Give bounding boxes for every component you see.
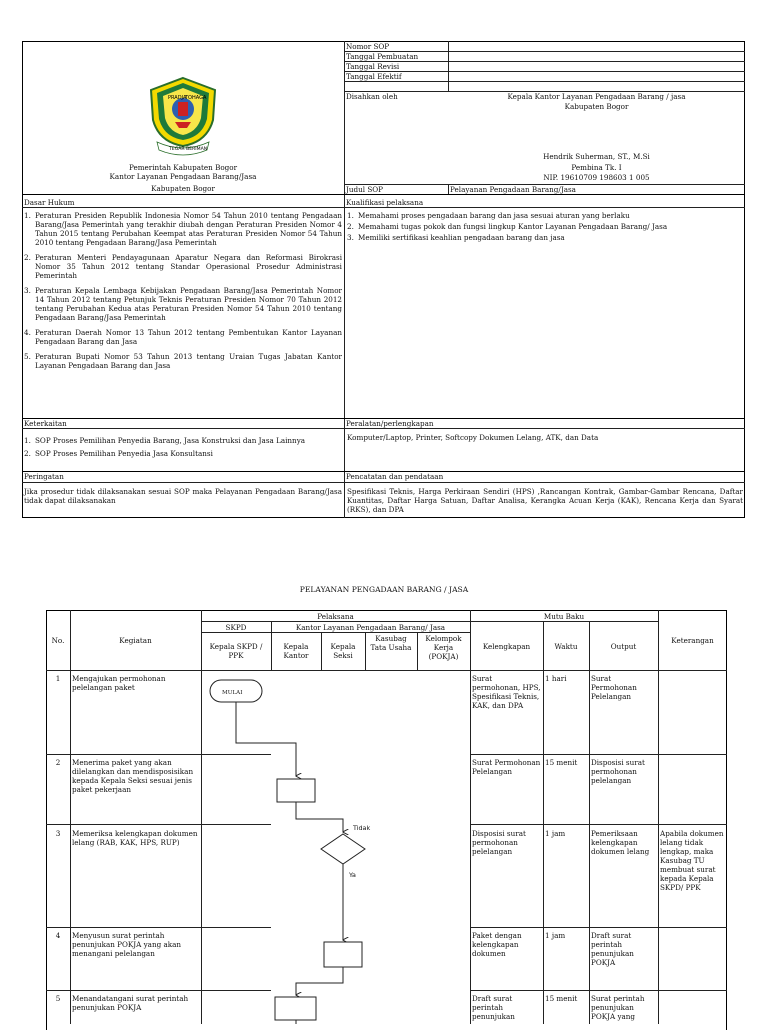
peringatan-text: Jika prosedur tidak dilaksanakan sesuai SOP maka Pelayanan Pengadaan Barang/Jasa tidak dapat dilaksanakan: [24, 487, 342, 505]
field-tanggal-pembuatan: Tanggal Pembuatan: [346, 52, 419, 61]
peralatan-label: Peralatan/perlengkapan: [346, 419, 434, 428]
row-waktu: 1 jam: [545, 829, 566, 838]
kualifikasi-item: 2. Memahami tugas pokok dan fungsi lingkup Kantor Layanan Pengadaan Barang/ Jasa: [347, 222, 668, 231]
approver-title-2: Kabupaten Bogor: [564, 102, 629, 111]
dasar-hukum-text: Peraturan Daerah Nomor 13 Tahun 2012 tentang Pembentukan Kantor Layanan Pengadaan Barang dan Jasa: [35, 328, 342, 346]
row-no: 3: [55, 829, 61, 838]
decision-diamond: [321, 834, 365, 864]
decision-ya-label: Ya: [349, 871, 356, 879]
header-kepala-kantor: Kepala Kantor: [283, 642, 309, 660]
kualifikasi-item: 3. Memiliki sertifikasi keahlian pengadaan barang dan jasa: [347, 233, 565, 242]
header-kelengkapan: Kelengkapan: [482, 642, 531, 651]
row-kelengkapan: Draft surat perintah penunjukan: [472, 994, 515, 1021]
keterkaitan-label: Keterkaitan: [24, 419, 67, 428]
approver-rank: Pembina Tk. I: [571, 163, 622, 172]
org-name-line2: Kantor Layanan Pengadaan Barang/Jasa: [109, 172, 257, 181]
keterkaitan-text: SOP Proses Pemilihan Penyedia Jasa Konsultansi: [35, 449, 213, 458]
process-box-kepala-kantor: [277, 779, 315, 802]
row-output: Disposisi surat permohonan pelelangan: [591, 758, 645, 785]
judul-sop-value: Pelayanan Pengadaan Barang/Jasa: [450, 185, 576, 194]
dasar-hukum-item: 2. Peraturan Menteri Pendayagunaan Aparatur Negara dan Reformasi Birokrasi Nomor 35 Tahun 2012 tentang Standar Operasional Prosedur Administrasi Pemerintah: [24, 253, 342, 280]
peringatan-label: Peringatan: [24, 472, 64, 481]
flow-connector: [236, 702, 296, 776]
row-no: 4: [55, 931, 61, 940]
row-waktu: 1 jam: [545, 931, 566, 940]
row-keterangan: Apabila dokumen lelang tidak lengkap, maka Kasubag TU membuat surat kepada Kepala SKPD/ PPK: [660, 829, 724, 892]
field-nomor-sop: Nomor SOP: [346, 42, 390, 51]
dasar-hukum-text: Peraturan Presiden Republik Indonesia Nomor 54 Tahun 2010 tentang Pengadaan Barang/Jasa Pemerintah yang terakhir diubah dengan Peraturan Presiden Nomor 4 Tahun 2015 tentang Perubahan Keempat atas Peraturan Presiden Nomor 54 Tahun 2010 tentang Pengadaan Barang/Jasa Pemerintah: [35, 211, 342, 247]
org-name-line3: Kabupaten Bogor: [151, 184, 215, 193]
header-kegiatan: Kegiatan: [119, 636, 152, 645]
row-kelengkapan: Disposisi surat permohonan pelelangan: [472, 829, 526, 856]
row-kegiatan: Mengajukan permohonan pelelangan paket: [72, 674, 166, 692]
dasar-hukum-text: Peraturan Kepala Lembaga Kebijakan Pengadaan Barang/Jasa Pemerintah Nomor 14 Tahun 2012 tentang Petunjuk Teknis Peraturan Presiden Nomor 70 Tahun 2012 tentang Perubahan Kedua atas Peraturan Presiden Nomor 54 Tahun 2010 tentang Pengadaan Barang/Jasa Pemerintah: [35, 286, 342, 322]
row-waktu: 15 menit: [545, 758, 578, 767]
dasar-hukum-text: Peraturan Bupati Nomor 53 Tahun 2013 tentang Uraian Tugas Jabatan Kantor Layanan Pengadaan Barang dan Jasa: [35, 352, 342, 370]
process-box-kepala-kantor: [275, 997, 316, 1020]
header-output: Output: [610, 642, 637, 651]
header-waktu: Waktu: [554, 642, 578, 651]
row-no: 1: [55, 674, 61, 683]
row-kelengkapan: Surat Permohonan Pelelangan: [472, 758, 541, 776]
flow-connector: [296, 802, 343, 832]
flow-connector: [296, 967, 343, 995]
process-box-kepala-seksi: [324, 942, 362, 967]
row-waktu: 15 menit: [545, 994, 578, 1003]
kualifikasi-text: Memiliki sertifikasi keahlian pengadaan barang dan jasa: [358, 233, 565, 242]
row-waktu: 1 hari: [545, 674, 567, 683]
pencatatan-text: Spesifikasi Teknis, Harga Perkiraan Sendiri (HPS) ,Rancangan Kontrak, Gambar-Gambar Rencana, Daftar Kuantitas, Daftar Harga Satuan, Daftar Analisa, Kerangka Acuan Kerja (KAK), Rencana Kerja dan Syarat (RKS), dan DPA: [347, 487, 743, 514]
header-keterangan: Keterangan: [671, 636, 714, 645]
logo-text-right: TOHAGA: [185, 95, 207, 101]
row-kegiatan: Menerima paket yang akan dilelangkan dan mendisposisikan kepada Kepala Seksi sesuai jenis paket pekerjaan: [72, 758, 194, 794]
kualifikasi-text: Memahami tugas pokok dan fungsi lingkup Kantor Layanan Pengadaan Barang/ Jasa: [358, 222, 668, 231]
kualifikasi-item: 1. Memahami proses pengadaan barang dan jasa sesuai aturan yang berlaku: [347, 211, 630, 220]
dasar-hukum-item: 4. Peraturan Daerah Nomor 13 Tahun 2012 tentang Pembentukan Kantor Layanan Pengadaan Barang dan Jasa: [24, 328, 342, 346]
row-kegiatan: Memeriksa kelengkapan dokumen lelang (RAB, KAK, HPS, RUP): [72, 829, 198, 847]
kualifikasi-label: Kualifikasi pelaksana: [346, 198, 424, 207]
approver-nip: NIP. 19610709 198603 1 005: [543, 173, 650, 182]
peralatan-text: Komputer/Laptop, Printer, Softcopy Dokumen Lelang, ATK, dan Data: [347, 433, 599, 442]
logo-motto: TEGAR BERIMAN: [169, 147, 208, 152]
header-kepala-seksi: Kepala Seksi: [330, 642, 356, 660]
row-output: Surat Permohonan Pelelangan: [591, 674, 637, 701]
judul-sop-label: Judul SOP: [346, 185, 383, 194]
dasar-hukum-item: 3. Peraturan Kepala Lembaga Kebijakan Pengadaan Barang/Jasa Pemerintah Nomor 14 Tahun 2012 tentang Petunjuk Teknis Peraturan Presiden Nomor 70 Tahun 2012 tentang Perubahan Kedua atas Peraturan Presiden Nomor 54 Tahun 2010 tentang Pengadaan Barang/Jasa Pemerintah: [24, 286, 342, 322]
keterkaitan-text: SOP Proses Pemilihan Penyedia Barang, Jasa Konstruksi dan Jasa Lainnya: [35, 436, 306, 445]
header-kantor: Kantor Layanan Pengadaan Barang/ Jasa: [295, 623, 446, 632]
org-name-line1: Pemerintah Kabupaten Bogor: [128, 163, 238, 172]
row-output: Pemeriksaan kelengkapan dokumen lelang: [591, 829, 650, 856]
approver-title-1: Kepala Kantor Layanan Pengadaan Barang / jasa: [507, 92, 686, 101]
row-no: 2: [55, 758, 61, 767]
keterkaitan-item: 1. SOP Proses Pemilihan Penyedia Barang, Jasa Konstruksi dan Jasa Lainnya: [24, 436, 306, 445]
field-tanggal-efektif: Tanggal Efektif: [346, 72, 402, 81]
approver-name: Hendrik Suherman, ST., M.Si: [543, 152, 650, 161]
row-kelengkapan: Surat permohonan, HPS, Spesifikasi Teknis, KAK, dan DPA: [472, 674, 541, 710]
row-kegiatan: Menyusun surat perintah penunjukan POKJA yang akan menangani pelelangan: [72, 931, 182, 958]
logo-text-left: PRADJA: [168, 95, 187, 101]
dasar-hukum-item: 1. Peraturan Presiden Republik Indonesia Nomor 54 Tahun 2010 tentang Pengadaan Barang/Jasa Pemerintah yang terakhir diubah dengan Peraturan Presiden Nomor 4 Tahun 2015 tentang Perubahan Keempat atas Peraturan Presiden Nomor 54 Tahun 2010 tentang Pengadaan Barang/Jasa Pemerintah: [24, 211, 342, 247]
header-pelaksana: Pelaksana: [317, 612, 354, 621]
row-output: Surat perintah penunjukan POKJA yang: [591, 994, 645, 1021]
field-tanggal-revisi: Tanggal Revisi: [346, 62, 400, 71]
header-kasubag: Kasubag Tata Usaha: [370, 634, 412, 652]
header-mutu-baku: Mutu Baku: [543, 612, 585, 621]
flow-title: PELAYANAN PENGADAAN BARANG / JASA: [299, 585, 469, 594]
header-kepala-skpd: Kepala SKPD / PPK: [209, 642, 263, 660]
dasar-hukum-text: Peraturan Menteri Pendayagunaan Aparatur Negara dan Reformasi Birokrasi Nomor 35 Tahun 2012 tentang Standar Operasional Prosedur Administrasi Pemerintah: [35, 253, 342, 280]
header-pokja: Kelompok Kerja (POKJA): [425, 634, 462, 661]
dasar-hukum-item: 5. Peraturan Bupati Nomor 53 Tahun 2013 tentang Uraian Tugas Jabatan Kantor Layanan Pengadaan Barang dan Jasa: [24, 352, 342, 370]
row-no: 5: [55, 994, 61, 1003]
row-kegiatan: Menandatangani surat perintah penunjukan POKJA: [72, 994, 189, 1012]
disahkan-label: Disahkan oleh: [346, 92, 398, 101]
kualifikasi-text: Memahami proses pengadaan barang dan jasa sesuai aturan yang berlaku: [358, 211, 630, 220]
header-no: No.: [51, 636, 65, 645]
pencatatan-label: Pencatatan dan pendataan: [346, 472, 444, 481]
dasar-hukum-label: Dasar Hukum: [24, 198, 75, 207]
start-label: MULAI: [222, 690, 243, 696]
decision-tidak-label: Tidak: [353, 824, 371, 832]
keterkaitan-item: 2. SOP Proses Pemilihan Penyedia Jasa Konsultansi: [24, 449, 213, 458]
header-skpd: SKPD: [225, 623, 247, 632]
row-output: Draft surat perintah penunjukan POKJA: [591, 931, 634, 967]
row-kelengkapan: Paket dengan kelengkapan dokumen: [472, 931, 522, 958]
